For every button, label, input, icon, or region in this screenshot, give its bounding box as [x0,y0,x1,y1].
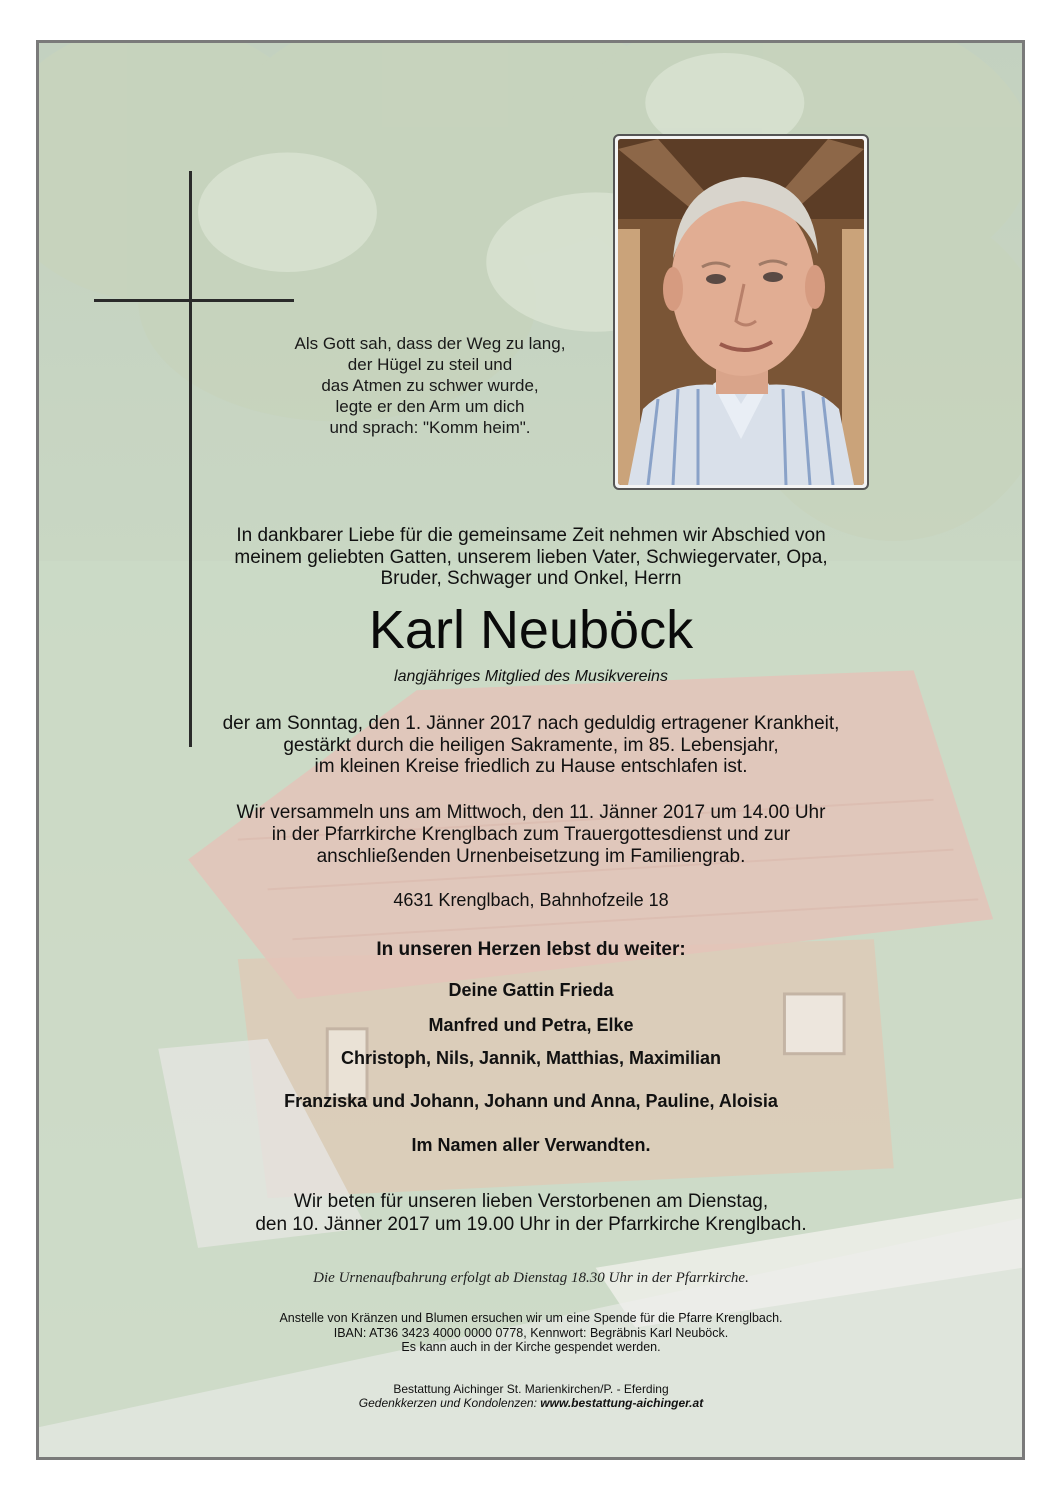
urn-viewing-note: Die Urnenaufbahrung erfolgt ab Dienstag 18.30 Uhr in der Pfarrkirche. [313,1270,749,1286]
portrait-frame [613,134,869,490]
condolence-label: Gedenkkerzen und Kondolenzen: [358,1396,537,1410]
mourner-line: Franziska und Johann, Johann und Anna, Pauline, Aloisia [284,1091,778,1111]
family-address: 4631 Krenglbach, Bahnhofzeile 18 [393,890,669,910]
prayer-info [0,1191,1062,1236]
condolence-line [0,1396,1062,1410]
deceased-subtitle: langjähriges Mitglied des Musikvereins [394,668,668,685]
intro-text [0,525,1062,590]
donation-line: Es kann auch in der Kirche gespendet werden. [401,1340,661,1354]
donation-line: IBAN: AT36 3423 4000 0000 0778, Kennwort: Begräbnis Karl Neuböck. [333,1325,729,1340]
cross-icon-horizontal [94,299,294,302]
poem-line: Als Gott sah, dass der Weg zu lang, [294,334,566,353]
service-line: Wir versammeln uns am Mittwoch, den 11. Jänner 2017 um 14.00 Uhr [236,802,826,823]
mourner-line: Im Namen aller Verwandten. [411,1135,651,1155]
prayer-line: den 10. Jänner 2017 um 19.00 Uhr in der Pfarrkirche Krenglbach. [255,1213,807,1235]
cross-icon-vertical [189,171,192,747]
prayer-line: Wir beten für unseren lieben Verstorbenen am Dienstag, [293,1191,769,1212]
service-line: in der Pfarrkirche Krenglbach zum Trauergottesdienst und zur [271,824,791,845]
donation-line: Anstelle von Kränzen und Blumen ersuchen wir um eine Spende für die Pfarre Krenglbach. [279,1311,783,1325]
intro-line: meinem geliebten Gatten, unserem lieben Vater, Schwiegervater, Opa, [234,546,828,568]
death-line: im kleinen Kreise friedlich zu Hause entschlafen ist. [314,756,748,777]
portrait-photo [618,139,864,485]
mourner-line: Deine Gattin Frieda [448,980,614,1000]
poem-line: das Atmen zu schwer wurde, [321,376,539,395]
mourner-line: Christoph, Nils, Jannik, Matthias, Maximilian [340,1048,722,1068]
poem-line: der Hügel zu steil und [347,355,513,374]
deceased-name: Karl Neuböck [368,600,694,660]
service-line: anschließenden Urnenbeisetzung im Familiengrab. [316,846,746,867]
death-line: der am Sonntag, den 1. Jänner 2017 nach geduldig ertragener Krankheit, [222,713,840,734]
poem [240,333,620,438]
intro-line: Bruder, Schwager und Onkel, Herrn [380,568,682,589]
intro-line: In dankbarer Liebe für die gemeinsame Zeit nehmen wir Abschied von [236,525,826,546]
death-line: gestärkt durch die heiligen Sakramente, im 85. Lebensjahr, [283,734,779,756]
death-notice [0,713,1062,778]
mourners-heading: In unseren Herzen lebst du weiter: [376,939,686,960]
footer [0,1382,1062,1410]
mourner-line: Manfred und Petra, Elke [428,1015,634,1035]
website-link[interactable]: www.bestattung-aichinger.at [540,1396,704,1410]
funeral-home-name: Bestattung Aichinger St. Marienkirchen/P. - Eferding [393,1382,669,1396]
donation-info [0,1311,1062,1355]
poem-line: legte er den Arm um dich [335,397,525,416]
service-info [0,802,1062,868]
poem-line: und sprach: "Komm heim". [329,418,531,437]
